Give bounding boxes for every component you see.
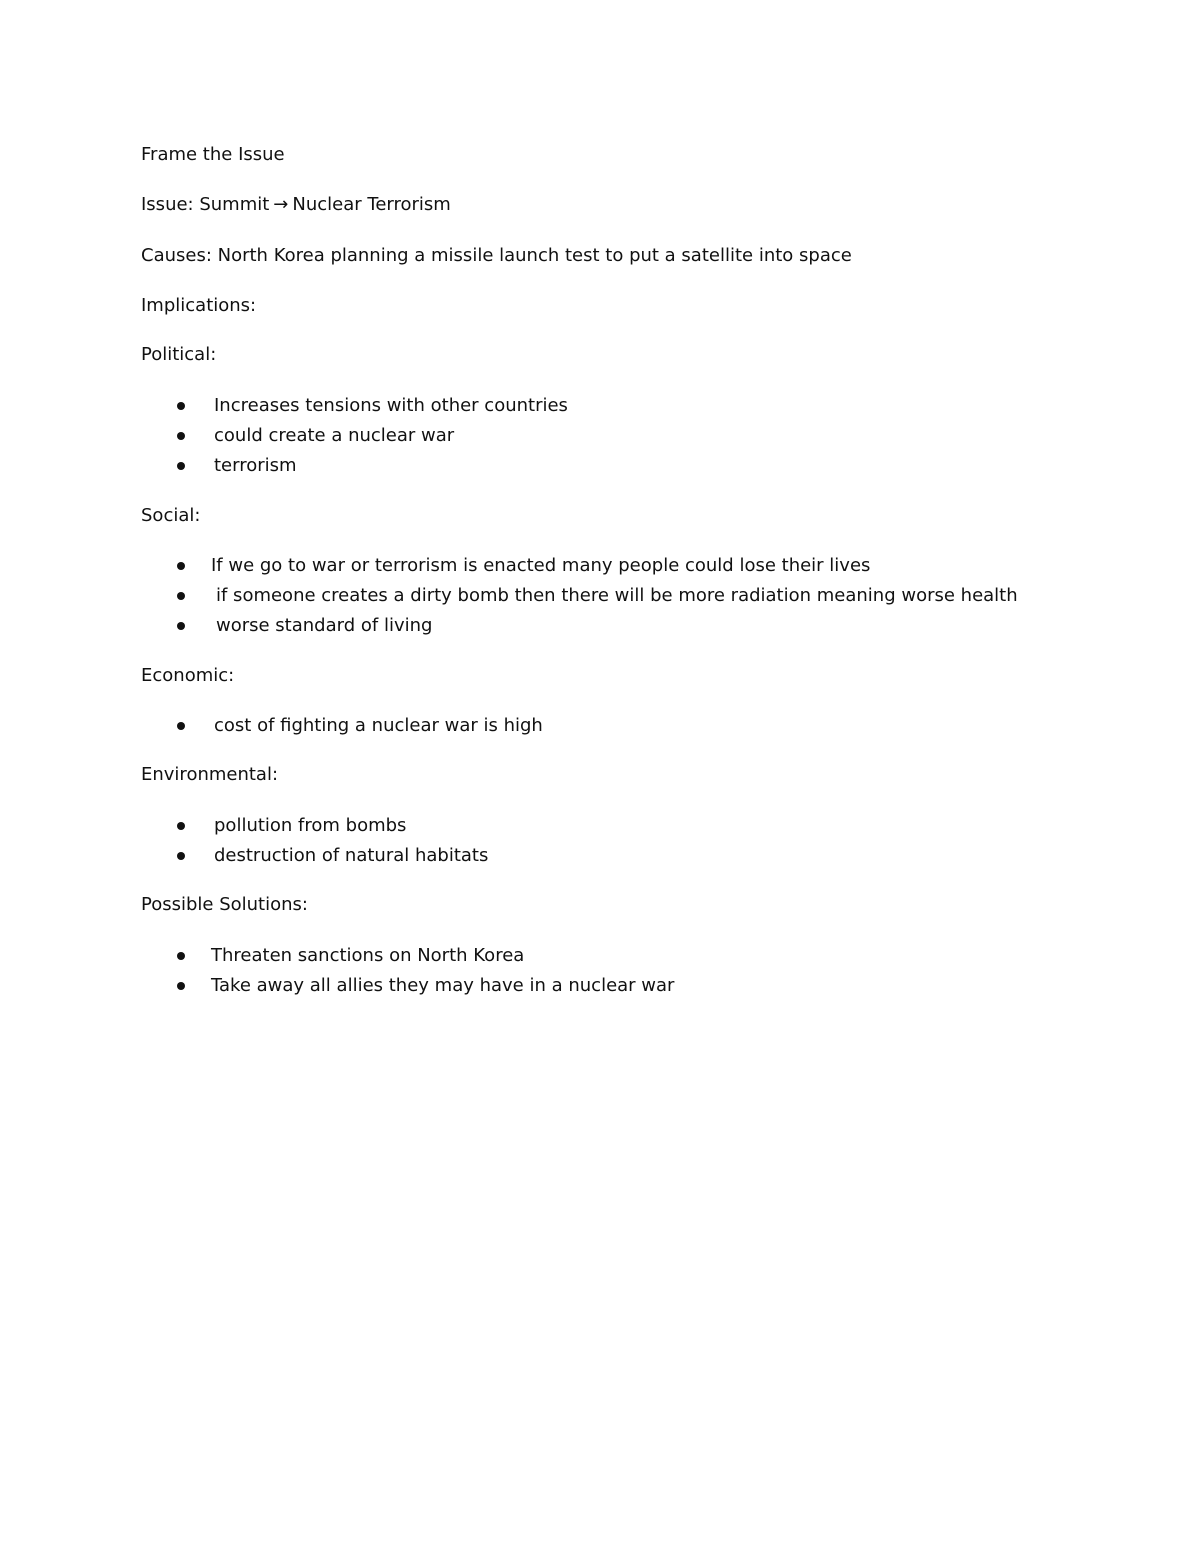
bullet-icon	[177, 822, 185, 830]
list-item-text: Take away all allies they may have in a nuclear war	[211, 975, 675, 996]
list-item-text: if someone creates a dirty bomb then there will be more radiation meaning worse health	[216, 585, 1018, 606]
list-item-text: terrorism	[214, 455, 297, 476]
document-title: Frame the Issue	[141, 144, 285, 165]
arrow-right-icon: →	[273, 194, 289, 215]
list-item-text: pollution from bombs	[214, 815, 407, 836]
bullet-icon	[177, 722, 185, 730]
bullet-icon	[177, 402, 185, 410]
issue-line	[141, 193, 451, 217]
implications-heading: Implications:	[141, 295, 257, 316]
bullet-icon	[177, 622, 185, 630]
bullet-icon	[177, 592, 185, 600]
issue-target: Nuclear Terrorism	[292, 194, 451, 215]
list-item-text: could create a nuclear war	[214, 425, 455, 446]
bullet-icon	[177, 462, 185, 470]
bullet-icon	[177, 952, 185, 960]
section-heading-political: Political:	[141, 344, 217, 365]
list-item-text: worse standard of living	[216, 615, 433, 636]
section-heading-social: Social:	[141, 505, 201, 526]
list-item-text: Increases tensions with other countries	[214, 395, 568, 416]
bullet-icon	[177, 852, 185, 860]
list-item-text: destruction of natural habitats	[214, 845, 489, 866]
section-heading-environmental: Environmental:	[141, 764, 279, 785]
issue-label: Issue: Summit	[141, 194, 270, 215]
list-item-text: Threaten sanctions on North Korea	[211, 945, 525, 966]
section-heading-possible-solutions: Possible Solutions:	[141, 894, 308, 915]
bullet-icon	[177, 982, 185, 990]
bullet-icon	[177, 432, 185, 440]
list-item-text: cost of fighting a nuclear war is high	[214, 715, 543, 736]
list-item-text: If we go to war or terrorism is enacted many people could lose their lives	[211, 555, 871, 576]
bullet-icon	[177, 562, 185, 570]
section-heading-economic: Economic:	[141, 665, 235, 686]
causes-line: Causes: North Korea planning a missile launch test to put a satellite into space	[141, 245, 852, 266]
